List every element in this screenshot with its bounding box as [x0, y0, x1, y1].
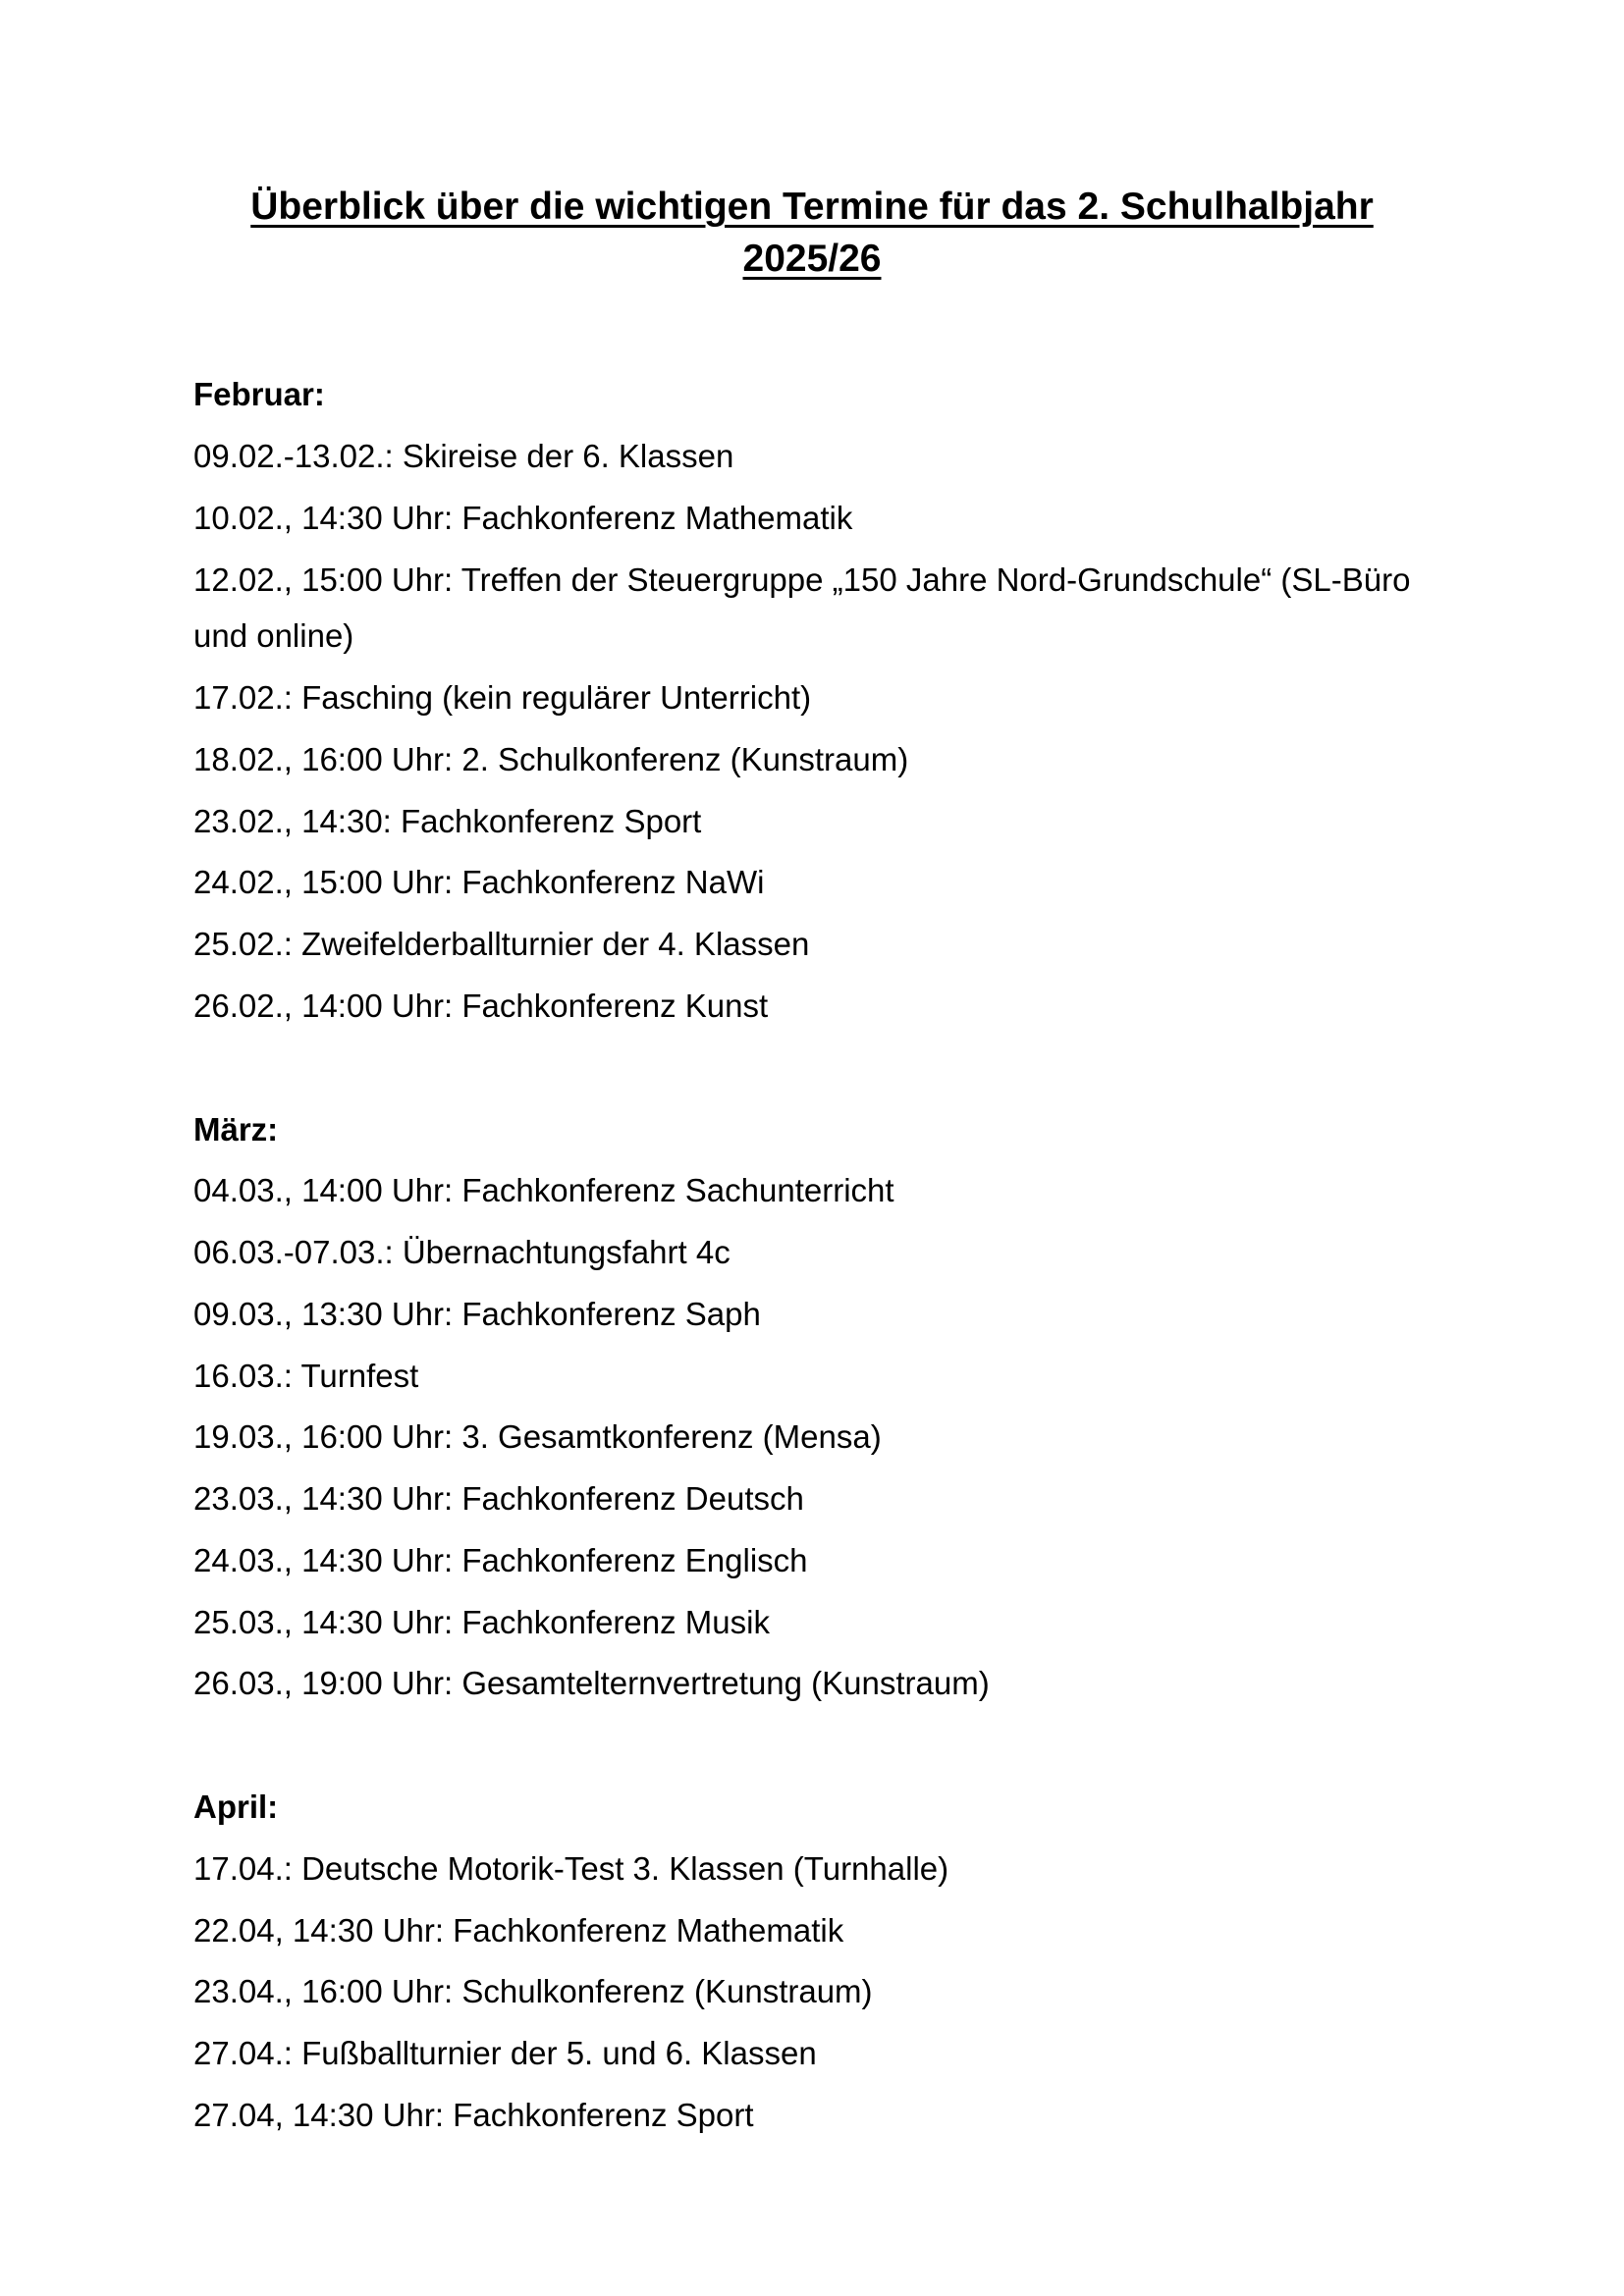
- section-heading: Februar:: [193, 376, 325, 413]
- section-heading: April:: [193, 1789, 279, 1826]
- event-item: 26.02., 14:00 Uhr: Fachkonferenz Kunst: [193, 987, 769, 1024]
- event-item: 23.03., 14:30 Uhr: Fachkonferenz Deutsch: [193, 1480, 804, 1518]
- event-item: 23.02., 14:30: Fachkonferenz Sport: [193, 802, 702, 839]
- event-item: 17.02.: Fasching (kein regulärer Unterricht): [193, 679, 812, 717]
- event-item: 24.02., 15:00 Uhr: Fachkonferenz NaWi: [193, 864, 765, 901]
- event-item: 25.03., 14:30 Uhr: Fachkonferenz Musik: [193, 1603, 770, 1640]
- event-item: 10.02., 14:30 Uhr: Fachkonferenz Mathematik: [193, 499, 853, 536]
- event-item: 26.03., 19:00 Uhr: Gesamtelternvertretung (Kunstraum): [193, 1665, 990, 1702]
- event-item: 22.04, 14:30 Uhr: Fachkonferenz Mathematik: [193, 1911, 844, 1949]
- section-februar: [193, 366, 1460, 1034]
- section-april: [193, 1779, 1460, 2144]
- document-title-line2: 2025/26: [742, 237, 882, 280]
- event-item: 16.03.: Turnfest: [193, 1357, 419, 1394]
- event-item: 04.03., 14:00 Uhr: Fachkonferenz Sachunterricht: [193, 1172, 894, 1209]
- event-item: 09.02.-13.02.: Skireise der 6. Klassen: [193, 438, 734, 475]
- event-item: 27.04.: Fußballturnier der 5. und 6. Klassen: [193, 2035, 817, 2072]
- event-item: 12.02., 15:00 Uhr: Treffen der Steuergruppe „150 Jahre Nord-Grundschule“ (SL-Büro und online): [193, 561, 1411, 655]
- document-title: [193, 182, 1431, 285]
- event-item: 24.03., 14:30 Uhr: Fachkonferenz Englisch: [193, 1541, 808, 1578]
- event-item: 18.02., 16:00 Uhr: 2. Schulkonferenz (Kunstraum): [193, 740, 909, 777]
- event-item: 19.03., 16:00 Uhr: 3. Gesamtkonferenz (Mensa): [193, 1418, 882, 1456]
- event-item: 09.03., 13:30 Uhr: Fachkonferenz Saph: [193, 1295, 761, 1332]
- section-maerz: [193, 1101, 1460, 1713]
- event-item: 27.04, 14:30 Uhr: Fachkonferenz Sport: [193, 2096, 754, 2133]
- event-item: 23.04., 16:00 Uhr: Schulkonferenz (Kunstraum): [193, 1973, 873, 2010]
- event-item: 25.02.: Zweifelderballturnier der 4. Klassen: [193, 926, 810, 963]
- document-title-line1: Überblick über die wichtigen Termine für das 2. Schulhalbjahr: [250, 186, 1374, 228]
- document-body: [193, 366, 1460, 2143]
- event-item: 17.04.: Deutsche Motorik-Test 3. Klassen (Turnhalle): [193, 1849, 949, 1887]
- event-item: 06.03.-07.03.: Übernachtungsfahrt 4c: [193, 1234, 731, 1271]
- section-heading: März:: [193, 1110, 279, 1148]
